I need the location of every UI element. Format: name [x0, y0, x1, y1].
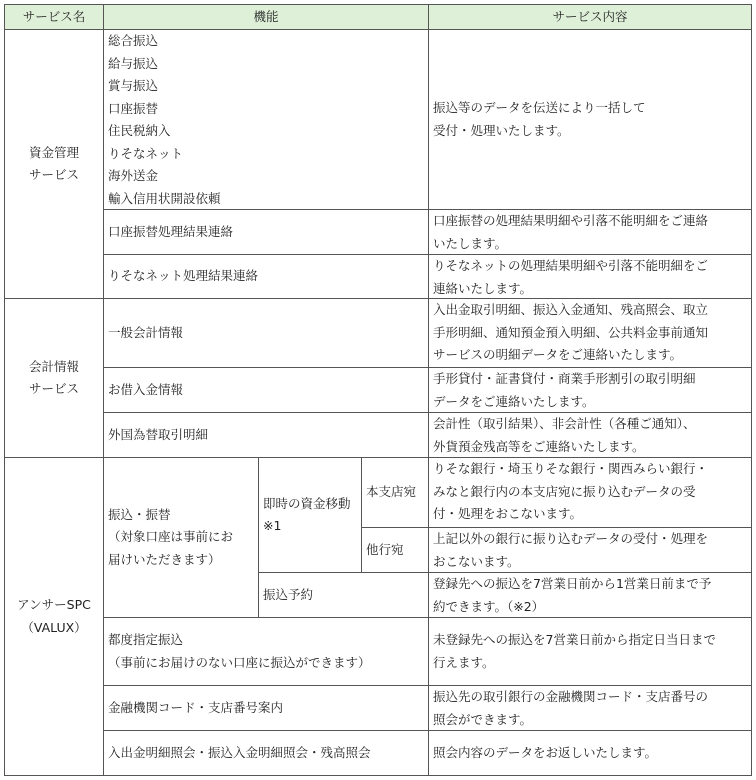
immediate-transfer-cell: [258, 457, 362, 573]
content-cell: 口座振替の処理結果明細や引落不能明細をご連絡 いたします。: [428, 209, 752, 255]
content-cell: [428, 617, 752, 686]
function-cell: [103, 254, 429, 299]
reservation-label-cell: [258, 572, 429, 618]
content-cell: 入出金取引明細、振込入金通知、残高照会、取立 手形明細、通知預金預入明細、公共料金事前通知 サービスの明細データをご連絡いたします。: [428, 298, 752, 368]
content-text: 振込等のデータを伝送により一括して 受付・処理いたします。: [433, 100, 646, 138]
tako-label-cell: [361, 527, 429, 573]
honshiten-label: 本支店宛: [366, 484, 417, 500]
group-name-accounting-info: [4, 298, 104, 458]
immediate-transfer-label: 即時の資金移動 ※1: [263, 495, 351, 533]
function-cell: [103, 685, 429, 731]
function-text: 金融機関コード・支店番号案内: [108, 699, 284, 715]
function-text: 入出金明細照会・振込入金明細照会・残高照会: [108, 744, 371, 760]
content-cell: りそな銀行・埼玉りそな銀行・関西みらい銀行・ みなと銀行内の本支店宛に振り込むデータの受 付・処理をおこないます。: [428, 457, 752, 528]
transfer-label-cell: [103, 457, 259, 618]
content-cell: 登録先への振込を7営業日前から1営業日前まで予 約できます。（※2）: [428, 572, 752, 618]
function-cell: [103, 412, 429, 458]
function-cell: [103, 298, 429, 368]
group-name-answer-spc: [4, 457, 104, 776]
function-cell: 総合振込 給与振込 賞与振込 口座振替 住民税納入 りそなネット 海外送金 輸入信用状開設依頼: [103, 29, 429, 210]
group-name-label: アンサーSPC （VALUX）: [17, 597, 91, 635]
function-text: 外国為替取引明細: [108, 426, 209, 442]
reservation-label: 振込予約: [263, 586, 314, 602]
function-text: 一般会計情報: [108, 324, 184, 340]
content-cell: [428, 29, 752, 210]
content-cell: 手形貸付・証書貸付・商業手形割引の取引明細 データをご連絡いたします。: [428, 367, 752, 413]
header-service-name: サービス名: [4, 4, 104, 30]
header-function: 機能: [103, 4, 429, 30]
group-name-fund-management: [4, 29, 104, 299]
content-cell: りそなネットの処理結果明細や引落不能明細をご 連絡いたします。: [428, 254, 752, 299]
function-text: 口座振替処理結果連絡: [108, 223, 234, 239]
content-text: 照会内容のデータをお返しいたします。: [433, 744, 658, 760]
function-cell: [103, 730, 429, 776]
function-text: りそなネット処理結果連絡: [108, 268, 259, 284]
honshiten-label-cell: [361, 457, 429, 528]
header-content: サービス内容: [428, 4, 752, 30]
function-text: 都度指定振込 （事前にお届けのない口座に振込ができます）: [108, 632, 371, 670]
content-text: 未登録先への振込を7営業日前から指定日当日まで 行えます。: [433, 632, 716, 670]
transfer-label: 振込・振替 （対象口座は事前にお 届けいただきます）: [108, 506, 234, 567]
function-cell: [103, 367, 429, 413]
group-name-label: 会計情報 サービス: [28, 358, 79, 396]
function-text: お借入金情報: [108, 381, 184, 397]
content-cell: 上記以外の銀行に振り込むデータの受付・処理を おこないます。: [428, 527, 752, 573]
tako-label: 他行宛: [366, 541, 404, 557]
group-name-label: 資金管理 サービス: [28, 144, 79, 182]
content-cell: [428, 730, 752, 776]
function-cell: [103, 209, 429, 255]
content-cell: 会計性（取引結果）、非会計性（各種ご通知）、 外貨預金残高等をご連絡いたします。: [428, 412, 752, 458]
content-cell: 振込先の取引銀行の金融機関コード・支店番号の 照会ができます。: [428, 685, 752, 731]
function-cell: [103, 617, 429, 686]
